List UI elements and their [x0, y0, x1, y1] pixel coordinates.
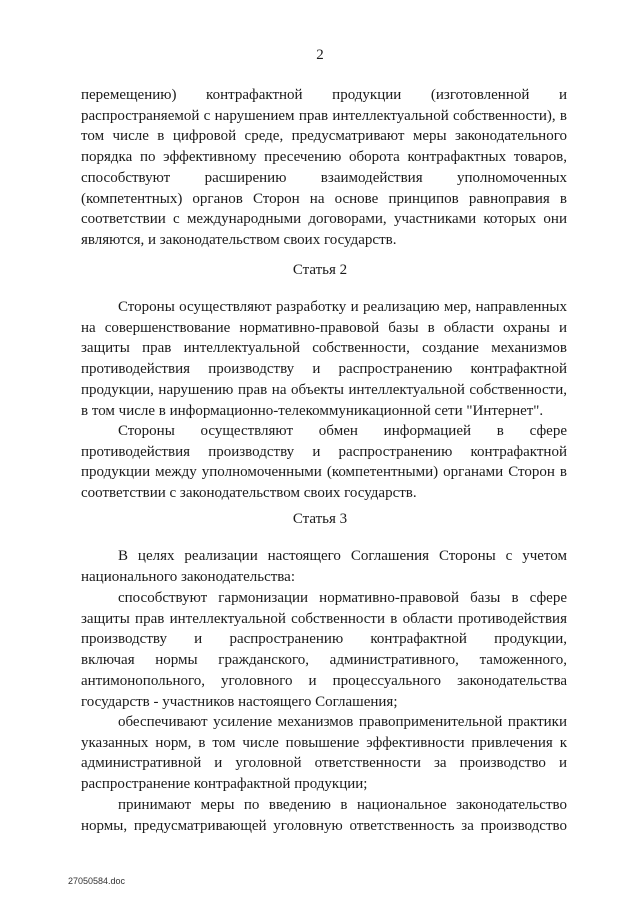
- text-line: В целях реализации настоящего Соглашения Стороны с учетом: [118, 548, 567, 564]
- text-line: соответствии с международными договорами, участниками которых они: [81, 211, 567, 228]
- text-line: административной и уголовной ответственности за производство и: [81, 755, 567, 772]
- text-line: том числе в цифровой среде, предусматривают меры законодательного: [81, 128, 567, 145]
- text-line: продукции, нарушению прав на объекты интеллектуальной собственности,: [81, 381, 567, 398]
- text-line: (компетентных) органов Сторон на основе принципов равноправия в: [81, 190, 567, 207]
- text-line: указанных норм, в том числе повышение эффективности привлечения к: [81, 734, 567, 751]
- text-line: Стороны осуществляют разработку и реализацию мер, направленных: [118, 299, 567, 315]
- text-line: соответствии с законодательством своих государств.: [81, 485, 417, 502]
- text-line: на совершенствование нормативно-правовой базы в области охраны и: [81, 319, 567, 336]
- document-filename: 27050584.doc: [68, 876, 126, 886]
- text-line: защиты прав интеллектуальной собственности в области противодействия: [81, 610, 567, 627]
- text-line: распространение контрафактной продукции;: [81, 776, 368, 793]
- article-2-paragraph-1: [81, 297, 567, 421]
- text-line: государств - участников настоящего Соглашения;: [81, 693, 398, 710]
- article-3-paragraph-1: [81, 546, 567, 587]
- text-line: в том числе в информационно-телекоммуникационной сети "Интернет".: [81, 402, 544, 419]
- text-line: защиты прав интеллектуальной собственности, создание механизмов: [81, 340, 567, 357]
- text-line: противодействия производству и распространению контрафактной: [81, 443, 567, 460]
- article-3-heading: Статья 3: [292, 511, 348, 527]
- text-line: принимают меры по введению в национальное законодательство: [118, 797, 567, 813]
- text-line: распространяемой с нарушением прав интеллектуальной собственности), в: [81, 107, 567, 124]
- text-line: обеспечивают усиление механизмов правоприменительной практики: [118, 714, 567, 730]
- text-line: способствуют расширению взаимодействия уполномоченных: [81, 169, 567, 186]
- text-line: включая нормы гражданского, административного, таможенного,: [81, 652, 567, 669]
- text-line: противодействия производству и распространению контрафактной: [81, 361, 567, 378]
- text-line: нормы, предусматривающей уголовную ответственность за производство: [81, 817, 567, 834]
- page-number: 2: [316, 47, 324, 63]
- text-line: являются, и законодательством своих государств.: [81, 231, 397, 248]
- article-2-paragraph-2: [81, 421, 567, 504]
- text-line: Стороны осуществляют обмен информацией в сфере: [118, 423, 567, 439]
- text-line: перемещению) контрафактной продукции (изготовленной и: [81, 87, 567, 103]
- text-line: антимонопольного, уголовного и процессуального законодательства: [81, 672, 567, 689]
- continuation-paragraph: [81, 85, 567, 251]
- article-3-paragraph-2: [81, 588, 567, 712]
- article-2-heading: Статья 2: [292, 262, 348, 278]
- text-line: способствуют гармонизации нормативно-правовой базы в сфере: [118, 590, 567, 606]
- article-3-paragraph-3: [81, 712, 567, 795]
- text-line: продукции между уполномоченными (компетентными) органами Сторон в: [81, 464, 567, 481]
- article-3-paragraph-4: [81, 795, 567, 836]
- text-line: национального законодательства:: [81, 568, 296, 585]
- text-line: порядка по эффективному пресечению оборота контрафактных товаров,: [81, 149, 567, 166]
- text-line: производству и распространению контрафактной продукции,: [81, 631, 567, 648]
